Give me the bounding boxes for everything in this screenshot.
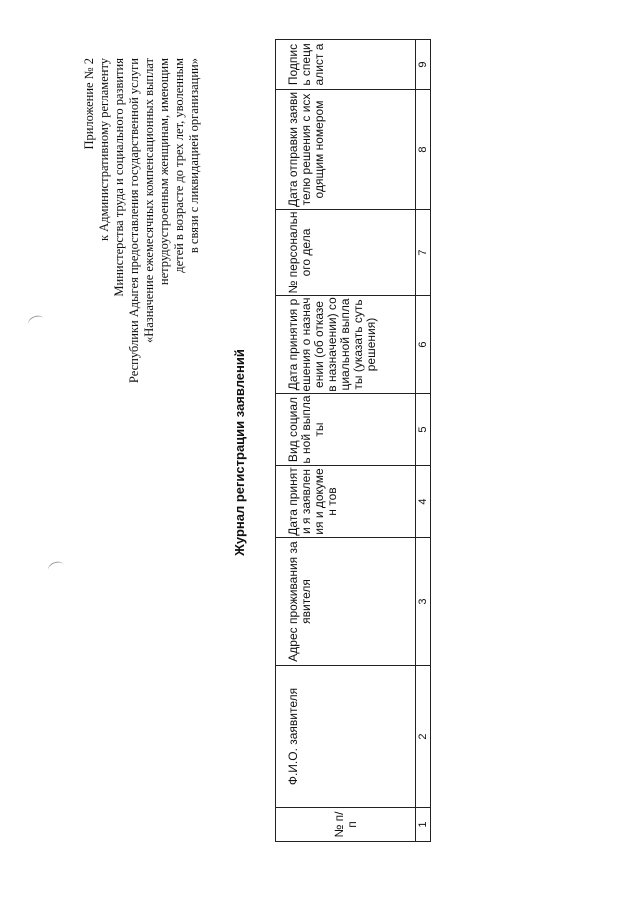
- header-payment-type: Вид социаль ной выплаты: [276, 394, 416, 466]
- header-full-name: Ф.И.О. заявителя: [276, 666, 416, 808]
- column-number: 1: [416, 808, 431, 842]
- journal-title: Журнал регистрации заявлений: [232, 349, 247, 556]
- column-number: 5: [416, 394, 431, 466]
- appendix-line: детей в возрасте до трех лет, уволенным: [172, 58, 186, 273]
- column-number: 9: [416, 40, 431, 90]
- header-case-number: № персональн ого дела: [276, 210, 416, 296]
- column-number: 8: [416, 90, 431, 210]
- table-header-row: [276, 40, 416, 842]
- column-number: 3: [416, 538, 431, 666]
- header-signature: Подпись специалист а: [276, 40, 416, 90]
- appendix-line: нетрудоустроенным женщинам, имеющим: [157, 58, 171, 286]
- column-number: 6: [416, 296, 431, 394]
- appendix-line: «Назначение ежемесячных компенсационных выплат: [142, 58, 156, 344]
- appendix-line: Министерства труда и социального развития: [112, 58, 126, 297]
- column-number: 7: [416, 210, 431, 296]
- column-number: 4: [416, 466, 431, 538]
- appendix-line: в связи с ликвидацией организации»: [187, 58, 201, 254]
- header-dispatch-date: Дата отправки заявителю решения с исходящим номером: [276, 90, 416, 210]
- header-decision-date: Дата принятия решения о назначении (об отказе в назначении) социальной выплаты (указать суть решения): [276, 296, 416, 394]
- appendix-line: к Административному регламенту: [97, 58, 111, 242]
- appendix-header: [82, 58, 202, 678]
- header-number: № п/п: [276, 808, 416, 842]
- header-acceptance-date: Дата приняти я заявлен ия и докумен тов: [276, 466, 416, 538]
- table-number-row: [416, 40, 431, 842]
- appendix-line: Республики Адыгея предоставления государственной услуги: [127, 58, 141, 384]
- appendix-line: Приложение № 2: [82, 58, 96, 150]
- registration-journal-table: [275, 39, 431, 842]
- column-number: 2: [416, 666, 431, 808]
- header-address: Адрес проживания заявителя: [276, 538, 416, 666]
